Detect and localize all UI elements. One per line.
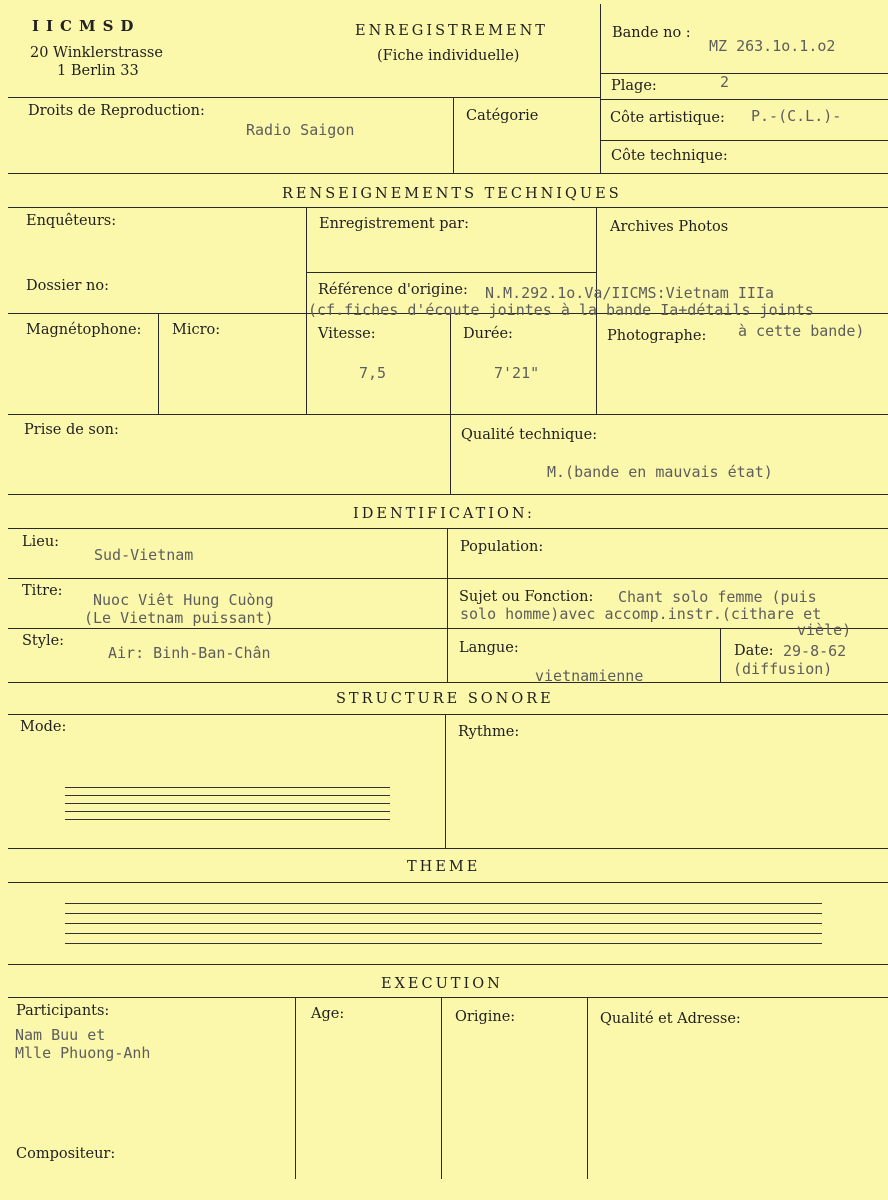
categorie-label: Catégorie <box>466 108 539 124</box>
section-renseignements-techniques: RENSEIGNEMENTS TECHNIQUES <box>282 186 622 202</box>
qualite-technique-value: M.(bande en mauvais état) <box>547 463 773 481</box>
titre-value-1: Nuoc Viêt Hung Cuòng <box>93 591 274 609</box>
rule <box>8 494 888 495</box>
style-value: Air: Binh-Ban-Chân <box>108 644 271 662</box>
enqueteurs-label: Enquêteurs: <box>26 213 117 229</box>
mode-label: Mode: <box>20 719 67 735</box>
duree-label: Durée: <box>463 326 513 342</box>
sujet-value-2: solo homme)avec accomp.instr.(cithare et <box>460 605 822 623</box>
section-identification: IDENTIFICATION: <box>353 506 535 522</box>
section-execution: EXECUTION <box>381 976 503 992</box>
rule <box>8 714 888 715</box>
card-title: ENREGISTREMENT <box>355 23 548 39</box>
plage-value: 2 <box>720 73 730 91</box>
rule <box>600 73 888 74</box>
lieu-value: Sud-Vietnam <box>94 546 194 564</box>
sujet-label: Sujet ou Fonction: <box>459 589 594 605</box>
reference-value-1: N.M.292.1o.Va/IICMS:Vietnam IIIa <box>485 284 774 302</box>
rule <box>600 140 888 141</box>
qualite-adresse-label: Qualité et Adresse: <box>600 1011 741 1027</box>
lieu-label: Lieu: <box>22 534 60 550</box>
droits-label: Droits de Reproduction: <box>28 103 205 119</box>
rule <box>450 313 451 494</box>
rule <box>8 682 888 683</box>
archives-photos-label: Archives Photos <box>610 219 729 235</box>
enregistrement-par-label: Enregistrement par: <box>319 216 469 232</box>
rule <box>8 173 888 174</box>
sujet-value-1: Chant solo femme (puis <box>618 588 817 606</box>
cote-artistique-value: P.-(C.L.)- <box>751 107 842 125</box>
magnetophone-label: Magnétophone: <box>26 322 142 338</box>
rule <box>445 714 446 848</box>
age-label: Age: <box>311 1006 345 1022</box>
participants-label: Participants: <box>16 1003 110 1019</box>
participants-value-2: Mlle Phuong-Anh <box>15 1044 151 1062</box>
droits-value: Radio Saigon <box>246 121 355 139</box>
cote-technique-label: Côte technique: <box>611 148 728 164</box>
card-subtitle: (Fiche individuelle) <box>377 48 520 64</box>
rule <box>8 414 888 415</box>
titre-value-2: (Le Vietnam puissant) <box>84 609 274 627</box>
vitesse-label: Vitesse: <box>318 326 376 342</box>
population-label: Population: <box>460 539 544 555</box>
rule <box>587 997 588 1179</box>
photographe-label: Photographe: <box>607 328 707 344</box>
rule <box>8 997 888 998</box>
address-line-2: 1 Berlin 33 <box>57 63 139 79</box>
date-value: 29-8-62 <box>783 642 847 660</box>
compositeur-label: Compositeur: <box>16 1146 116 1162</box>
section-structure-sonore: STRUCTURE SONORE <box>336 691 554 707</box>
rythme-label: Rythme: <box>458 724 520 740</box>
bande-value: MZ 263.1o.1.o2 <box>709 37 836 55</box>
duree-value: 7'21" <box>494 364 540 382</box>
rule <box>8 207 888 208</box>
rule <box>600 4 601 173</box>
date-note: (diffusion) <box>733 660 833 678</box>
dossier-label: Dossier no: <box>26 278 109 294</box>
rule <box>447 528 448 682</box>
reference-value-2: (cf.fiches d'écoute jointes à la bande Ia+détails joints <box>308 301 814 319</box>
rule <box>720 628 721 682</box>
cote-artistique-label: Côte artistique: <box>610 110 725 126</box>
prise-de-son-label: Prise de son: <box>24 422 119 438</box>
rule <box>8 964 888 965</box>
style-label: Style: <box>22 633 65 649</box>
langue-label: Langue: <box>459 640 519 656</box>
micro-label: Micro: <box>172 322 221 338</box>
participants-value-1: Nam Buu et <box>15 1026 106 1044</box>
date-label: Date: <box>734 643 774 659</box>
sujet-value-3: vièle) <box>797 621 852 639</box>
iicmsd-logo: IICMSD <box>32 17 141 35</box>
vitesse-value: 7,5 <box>359 364 387 382</box>
rule <box>306 272 596 273</box>
rule <box>295 997 296 1179</box>
rule <box>8 97 600 98</box>
langue-value: vietnamienne <box>535 667 644 685</box>
qualite-technique-label: Qualité technique: <box>461 427 598 443</box>
reference-value-3: à cette bande) <box>738 322 865 340</box>
rule <box>8 848 888 849</box>
reference-label: Référence d'origine: <box>318 282 468 298</box>
section-theme: THEME <box>407 859 481 875</box>
rule <box>8 882 888 883</box>
bande-label: Bande no : <box>612 25 691 41</box>
address-line-1: 20 Winklerstrasse <box>30 45 163 61</box>
rule <box>600 99 888 100</box>
titre-label: Titre: <box>22 583 63 599</box>
origine-label: Origine: <box>455 1009 516 1025</box>
rule <box>158 313 159 414</box>
rule <box>453 97 454 173</box>
rule <box>441 997 442 1179</box>
plage-label: Plage: <box>611 78 657 94</box>
